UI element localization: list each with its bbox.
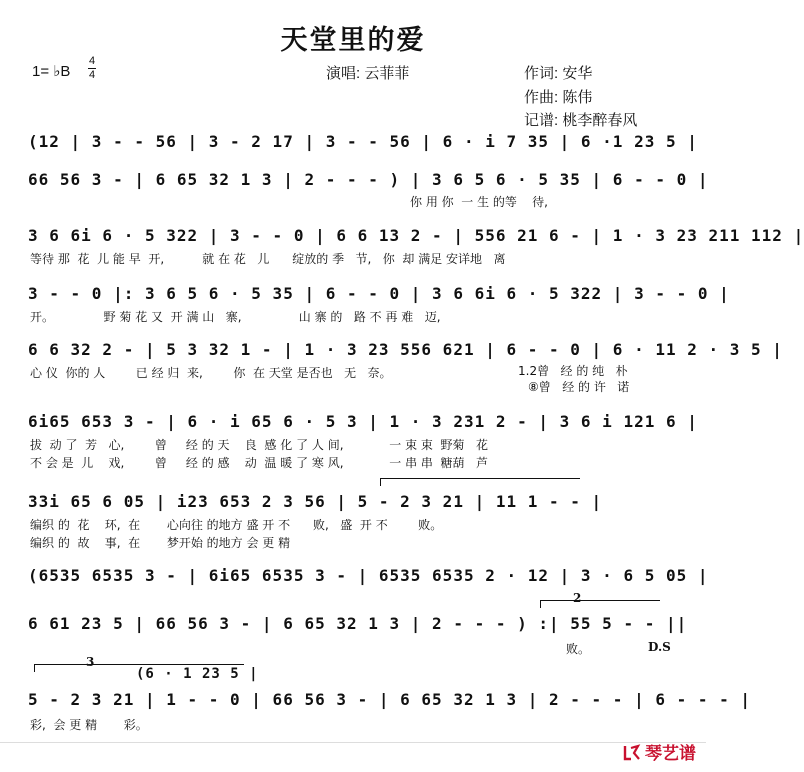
key-signature: 1= ♭B [32, 63, 71, 80]
time-sig-top: 4 [88, 55, 96, 67]
volta-2-number: 2 [573, 591, 582, 605]
time-signature [88, 56, 96, 81]
staff-row-2: 66 56 3 - | 6 65 32 1 3 | 2 - - - ) | 3 6 5 6 · 5 35 | 6 - - 0 | [28, 170, 709, 189]
lyric-line-3: 开。 野 菊 花 又 开 满 山 寨, 山 寨 的 路 不 再 难 迈, [30, 310, 441, 324]
staff-row-1: (12 | 3 - - 56 | 3 - 2 17 | 3 - - 56 | 6 · i 7 35 | 6 ·1 23 5 | [28, 132, 698, 151]
lyric-line-8: 编织 的 故 事, 在 梦开始 的地方 会 更 精 [30, 536, 291, 550]
logo-icon [622, 742, 642, 762]
song-title: 天堂里的爱 [280, 25, 426, 56]
volta-tick-2 [540, 600, 541, 608]
lyric-line-10: 彩, 会 更 精 彩。 [30, 718, 148, 732]
volta-tick-1 [380, 478, 381, 486]
lyric-line-1: 你 用 你 一 生 的等 待, [410, 195, 548, 209]
time-sig-bottom: 4 [88, 69, 96, 81]
staff-row-8: (6535 6535 3 - | 6i65 6535 3 - | 6535 6535 2 · 12 | 3 · 6 5 05 | [28, 566, 709, 585]
lyricist-credit: 作词: 安华 [524, 65, 593, 82]
lyric-line-5: 拔 动 了 芳 心, 曾 经 的 天 良 感 化 了 人 间, 一 束 束 野菊 花 [30, 438, 488, 452]
transcriber-credit: 记谱: 桃李醉春风 [524, 112, 638, 129]
volta-bracket-1 [380, 478, 580, 479]
lyric-line-9: 败。 [566, 642, 591, 656]
lyric-line-2: 等待 那 花 儿 能 早 开, 就 在 花 儿 绽放的 季 节, 你 却 满足 安详地 离 [30, 252, 506, 266]
lyric-line-4-verse2: ⑧曾 经 的 许 诺 [528, 380, 630, 394]
site-logo [622, 739, 696, 764]
lyric-line-6: 不 会 是 儿 戏, 曾 经 的 感 动 温 暖 了 寒 风, 一 串 串 糖葫 芦 [30, 456, 488, 470]
footer-divider [0, 742, 706, 743]
lyric-line-7: 编织 的 花 环, 在 心向往 的地方 盛 开 不 败, 盛 开 不 败。 [30, 518, 443, 532]
lyric-line-4: 心 仪 你的 人 已 经 归 来, 你 在 天堂 是否也 无 奈。 [30, 366, 392, 380]
singer-credit: 演唱: 云菲菲 [326, 65, 410, 82]
staff-row-10: 5 - 2 3 21 | 1 - - 0 | 66 56 3 - | 6 65 32 1 3 | 2 - - - | 6 - - - | [28, 690, 752, 709]
intro-bar-repeat: (6 · 1 23 5 | [136, 666, 259, 682]
staff-row-9: 6 61 23 5 | 66 56 3 - | 6 65 32 1 3 | 2 - - - ) :| 55 5 - - || [28, 614, 688, 633]
staff-row-3: 3 6 6i 6 · 5 322 | 3 - - 0 | 6 6 13 2 - | 556 21 6 - | 1 · 3 23 211 112 | [28, 226, 804, 245]
ds-mark: D.S [648, 640, 671, 654]
staff-row-5: 6 6 32 2 - | 5 3 32 1 - | 1 · 3 23 556 621 | 6 - - 0 | 6 · 11 2 · 3 5 | [28, 340, 783, 359]
staff-row-4: 3 - - 0 |: 3 6 5 6 · 5 35 | 6 - - 0 | 3 6 6i 6 · 5 322 | 3 - - 0 | [28, 284, 730, 303]
volta-3-number: 3 [86, 655, 95, 669]
staff-row-7: 33i 65 6 05 | i23 653 2 3 56 | 5 - 2 3 21 | 11 1 - - | [28, 492, 603, 511]
volta-tick-3 [34, 664, 35, 672]
composer-credit: 作曲: 陈伟 [524, 89, 593, 106]
volta-bracket-2 [540, 600, 660, 601]
logo-text: 琴艺谱 [645, 744, 696, 764]
staff-row-6: 6i65 653 3 - | 6 · i 65 6 · 5 3 | 1 · 3 231 2 - | 3 6 i 121 6 | [28, 412, 698, 431]
lyric-line-4-verse1: 1.2曾 经 的 纯 朴 [518, 364, 628, 378]
volta-bracket-3 [34, 664, 244, 665]
